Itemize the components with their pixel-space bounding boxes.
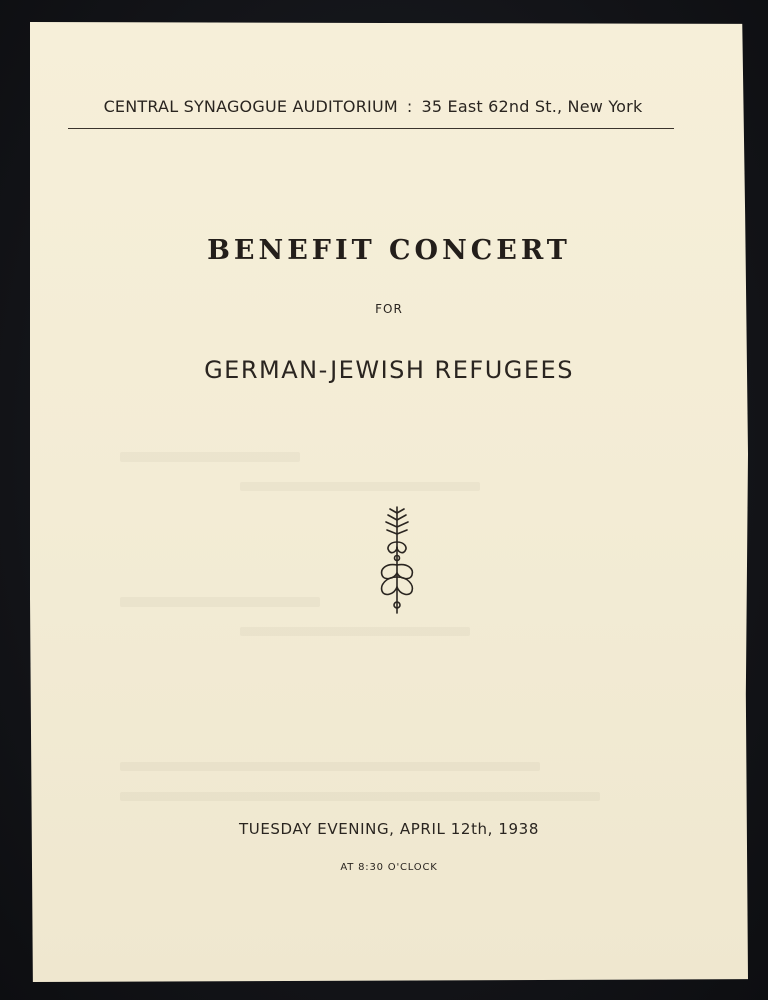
fleuron-ornament-icon <box>372 505 422 615</box>
show-through-mark <box>120 597 320 607</box>
show-through-mark <box>120 762 540 771</box>
event-date: TUESDAY EVENING, APRIL 12th, 1938 <box>239 820 539 838</box>
page-subtitle: GERMAN-JEWISH REFUGEES <box>204 356 574 384</box>
header-rule <box>68 128 674 129</box>
venue-header <box>68 97 678 116</box>
title-connector: FOR <box>375 302 403 316</box>
page-title: BENEFIT CONCERT <box>207 235 571 266</box>
program-sheet <box>30 22 748 982</box>
venue-address: 35 East 62nd St., New York <box>421 97 643 116</box>
venue-name: CENTRAL SYNAGOGUE AUDITORIUM <box>103 97 398 116</box>
header-separator: : <box>406 97 413 116</box>
show-through-mark <box>120 452 300 462</box>
show-through-mark <box>120 792 600 801</box>
show-through-mark <box>240 482 480 491</box>
event-time: AT 8:30 O'CLOCK <box>340 862 438 873</box>
show-through-mark <box>240 627 470 636</box>
